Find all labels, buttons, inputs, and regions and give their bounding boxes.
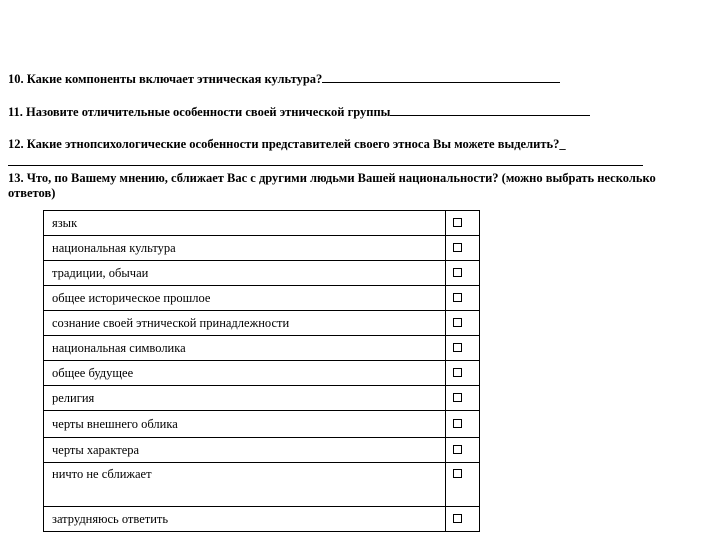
checkbox[interactable] <box>453 419 462 428</box>
checkbox[interactable] <box>453 343 462 352</box>
option-label: затрудняюсь ответить <box>44 507 446 532</box>
option-label: черты характера <box>44 438 446 463</box>
answer-blank-11[interactable] <box>390 103 590 116</box>
option-label: национальная символика <box>44 336 446 361</box>
question-12 <box>8 137 566 152</box>
question-13-text: 13. Что, по Вашему мнению, сближает Вас с другими людьми Вашей национальности? (можно выбрать несколько ответов) <box>8 171 656 200</box>
checkbox[interactable] <box>453 243 462 252</box>
option-label: ничто не сближает <box>44 463 446 507</box>
option-label: черты внешнего облика <box>44 411 446 438</box>
checkbox[interactable] <box>453 293 462 302</box>
option-label: религия <box>44 386 446 411</box>
checkbox[interactable] <box>453 514 462 523</box>
option-row <box>44 507 480 532</box>
option-row <box>44 386 480 411</box>
checkbox[interactable] <box>453 445 462 454</box>
option-row <box>44 236 480 261</box>
checkbox[interactable] <box>453 368 462 377</box>
question-11 <box>8 103 590 120</box>
question-13 <box>8 171 698 201</box>
options-table <box>43 210 480 532</box>
checkbox[interactable] <box>453 393 462 402</box>
option-label: традиции, обычаи <box>44 261 446 286</box>
option-label: национальная культура <box>44 236 446 261</box>
question-10 <box>8 70 560 87</box>
checkbox[interactable] <box>453 469 462 478</box>
option-label: сознание своей этнической принадлежности <box>44 311 446 336</box>
option-row <box>44 361 480 386</box>
question-12-text: 12. Какие этнопсихологические особенности представителей своего этноса Вы можете выделить?_ <box>8 137 566 151</box>
option-row <box>44 411 480 438</box>
option-label: язык <box>44 211 446 236</box>
checkbox[interactable] <box>453 268 462 277</box>
option-label: общее историческое прошлое <box>44 286 446 311</box>
option-row <box>44 336 480 361</box>
option-row <box>44 261 480 286</box>
option-label: общее будущее <box>44 361 446 386</box>
question-11-text: 11. Назовите отличительные особенности своей этнической группы <box>8 105 391 119</box>
option-row <box>44 286 480 311</box>
option-row <box>44 311 480 336</box>
checkbox[interactable] <box>453 218 462 227</box>
answer-blank-12[interactable] <box>8 165 643 166</box>
checkbox[interactable] <box>453 318 462 327</box>
answer-blank-10[interactable] <box>322 70 560 83</box>
option-row <box>44 438 480 463</box>
option-row <box>44 463 480 507</box>
question-10-text: 10. Какие компоненты включает этническая культура? <box>8 72 323 86</box>
option-row <box>44 211 480 236</box>
